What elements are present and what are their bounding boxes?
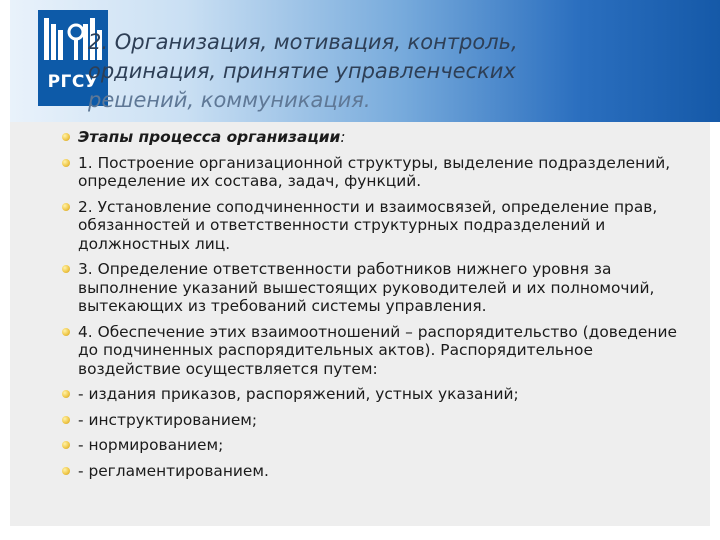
bullet-icon: [62, 416, 70, 424]
list-item: [10, 436, 710, 455]
bullet-icon: [62, 390, 70, 398]
list-item: [10, 198, 710, 254]
bullet-icon: [62, 467, 70, 475]
list-item-text: - регламентированием.: [78, 461, 269, 480]
list-item-text: - нормированием;: [78, 436, 224, 454]
bullet-icon: [62, 159, 70, 167]
list-heading-suffix: :: [340, 128, 346, 146]
list-item: [10, 462, 710, 481]
list-item-text: 4. Обеспечение этих взаимоотношений – распорядительство (доведение до подчиненных распорядительных актов). Распорядительное воздействие осуществляется путем:: [78, 322, 677, 378]
list-item: [10, 128, 710, 147]
list-item-text: - инструктированием;: [78, 410, 258, 429]
logo-text: РГСУ: [47, 72, 99, 92]
title-line-2: ординация, принятие управленческих: [88, 59, 516, 83]
list-item-text: - издания приказов, распоряжений, устных указаний;: [78, 385, 519, 403]
bullet-icon: [62, 328, 70, 336]
title-line-1: 2. Организация, мотивация, контроль,: [88, 30, 518, 54]
list-item: [10, 154, 710, 191]
slide-title: [88, 28, 648, 115]
bullet-icon: [62, 133, 70, 141]
bullet-icon: [62, 203, 70, 211]
list-item-text: 3. Определение ответственности работников нижнего уровня за выполнение указаний вышестоящих руководителей и их полномочий, вытекающих из требований системы управления.: [78, 260, 655, 315]
list-item-text: 1. Построение организационной структуры, выделение подразделений, определение их состава, задач, функций.: [78, 153, 671, 190]
bullet-list: [10, 128, 710, 487]
list-heading: Этапы процесса организации: [78, 128, 341, 146]
bullet-icon: [62, 441, 70, 449]
content-panel: [10, 122, 710, 526]
list-item-text: 2. Установление соподчиненности и взаимосвязей, определение прав, обязанностей и ответственности структурных подразделений и должностных лиц.: [78, 197, 658, 253]
list-item: [10, 260, 710, 316]
list-item: [10, 323, 710, 379]
bullet-icon: [62, 265, 70, 273]
title-line-3: решений, коммуникация.: [88, 88, 371, 112]
list-item: [10, 385, 710, 404]
list-item: [10, 411, 710, 430]
